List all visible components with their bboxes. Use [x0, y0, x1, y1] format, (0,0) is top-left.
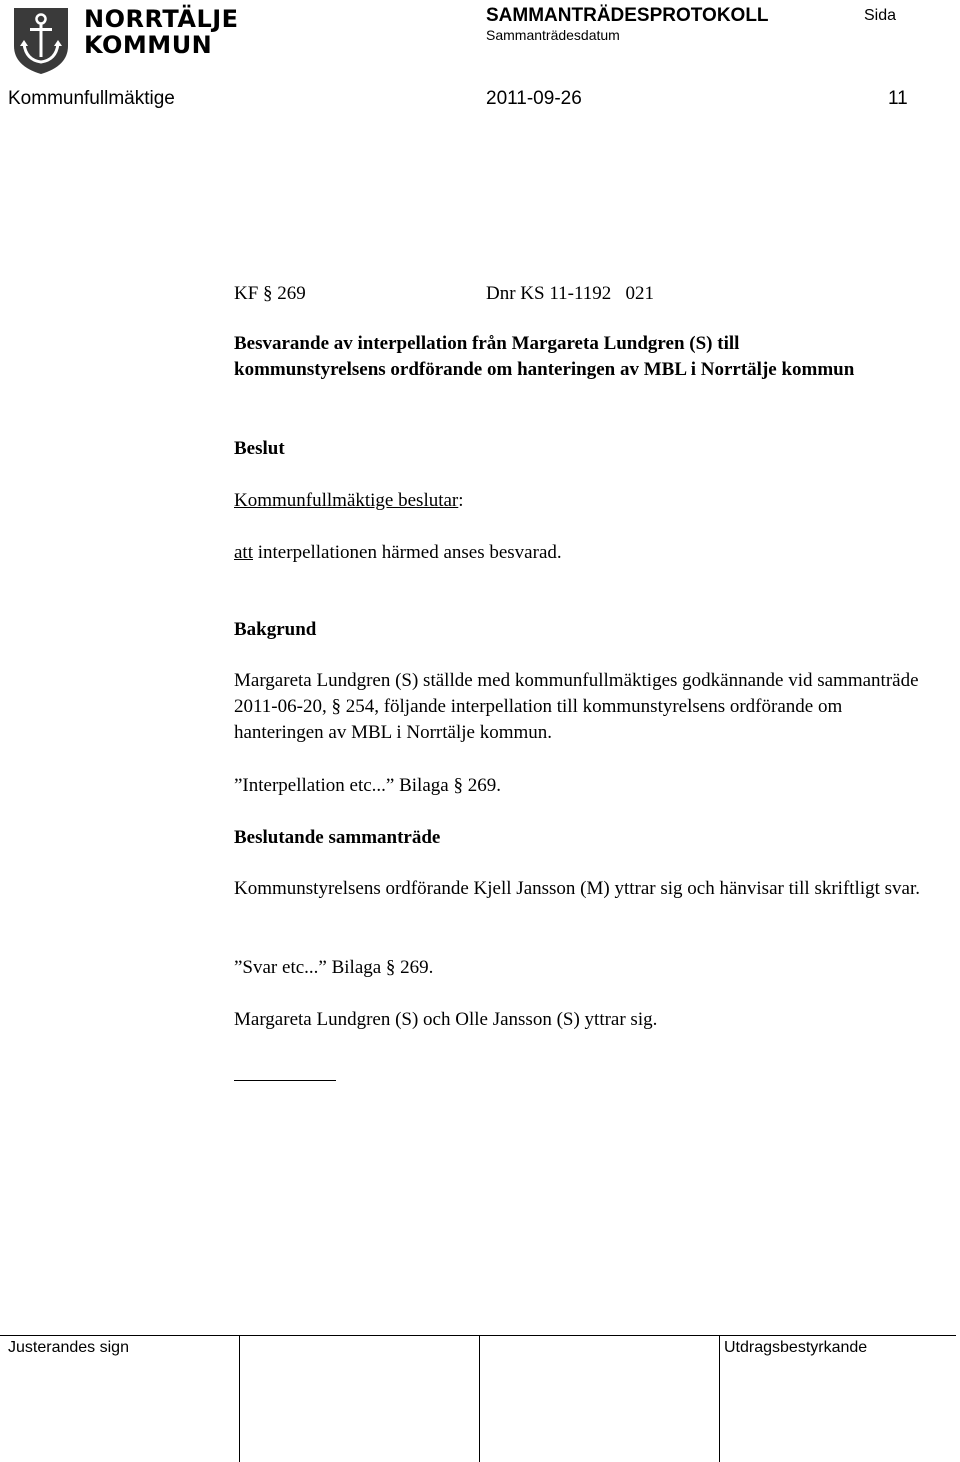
decision-lead-underlined: Kommunfullmäktige beslutar: [234, 490, 459, 511]
kf-number: KF § 269: [234, 283, 306, 304]
page-label: Sida: [864, 7, 897, 24]
background-heading: Bakgrund: [234, 619, 317, 640]
page-number: 11: [888, 88, 908, 109]
att-word: att: [234, 542, 253, 563]
signature-box-divider: [239, 1336, 240, 1462]
certification-label: Utdragsbestyrkande: [724, 1339, 868, 1356]
decision-lead: [234, 488, 464, 514]
closing-statement: Margareta Lundgren (S) och Olle Jansson (S) yttrar sig.: [234, 1009, 658, 1030]
decision-lead-colon: :: [458, 490, 464, 511]
signature-label: Justerandes sign: [8, 1339, 129, 1356]
municipality-anchor-logo-icon: [10, 4, 72, 76]
interpellation-attachment-ref: ”Interpellation etc...” Bilaga § 269.: [234, 775, 501, 796]
footer-divider: [0, 1335, 956, 1336]
end-rule: [234, 1080, 336, 1081]
protocol-title: SAMMANTRÄDESPROTOKOLL: [486, 5, 769, 26]
document-title: Besvarande av interpellation från Margareta Lundgren (S) till kommunstyrelsens ordförande om hanteringen av MBL i Norrtälje kommun: [234, 333, 855, 380]
signature-box-divider: [719, 1336, 720, 1462]
decision-clause-text: interpellationen härmed anses besvarad.: [253, 542, 562, 563]
signature-box-divider: [479, 1336, 480, 1462]
background-paragraph: Margareta Lundgren (S) ställde med kommunfullmäktiges godkännande vid sammanträde 2011-06-20, § 254, följande interpellation till kommunstyrelsens ordförande om hanteringen av MBL i Norrtälje kommun.: [234, 670, 919, 743]
case-reference: [234, 281, 654, 307]
meeting-paragraph: Kommunstyrelsens ordförande Kjell Jansson (M) yttrar sig och hänvisar till skriftligt svar.: [234, 878, 920, 899]
decision-heading: Beslut: [234, 438, 285, 459]
logo-line-1: NORRTÄLJE: [84, 5, 239, 33]
meeting-heading: Beslutande sammanträde: [234, 827, 441, 848]
municipality-logo-text: [84, 6, 239, 58]
protocol-subtitle: Sammanträdesdatum: [486, 27, 620, 43]
meeting-date: 2011-09-26: [486, 88, 582, 109]
dnr-number: Dnr KS 11-1192 021: [486, 283, 655, 304]
answer-attachment-ref: ”Svar etc...” Bilaga § 269.: [234, 957, 434, 978]
organ-name: Kommunfullmäktige: [8, 88, 175, 109]
logo-line-2: KOMMUN: [84, 31, 213, 59]
decision-clause: [234, 540, 562, 566]
